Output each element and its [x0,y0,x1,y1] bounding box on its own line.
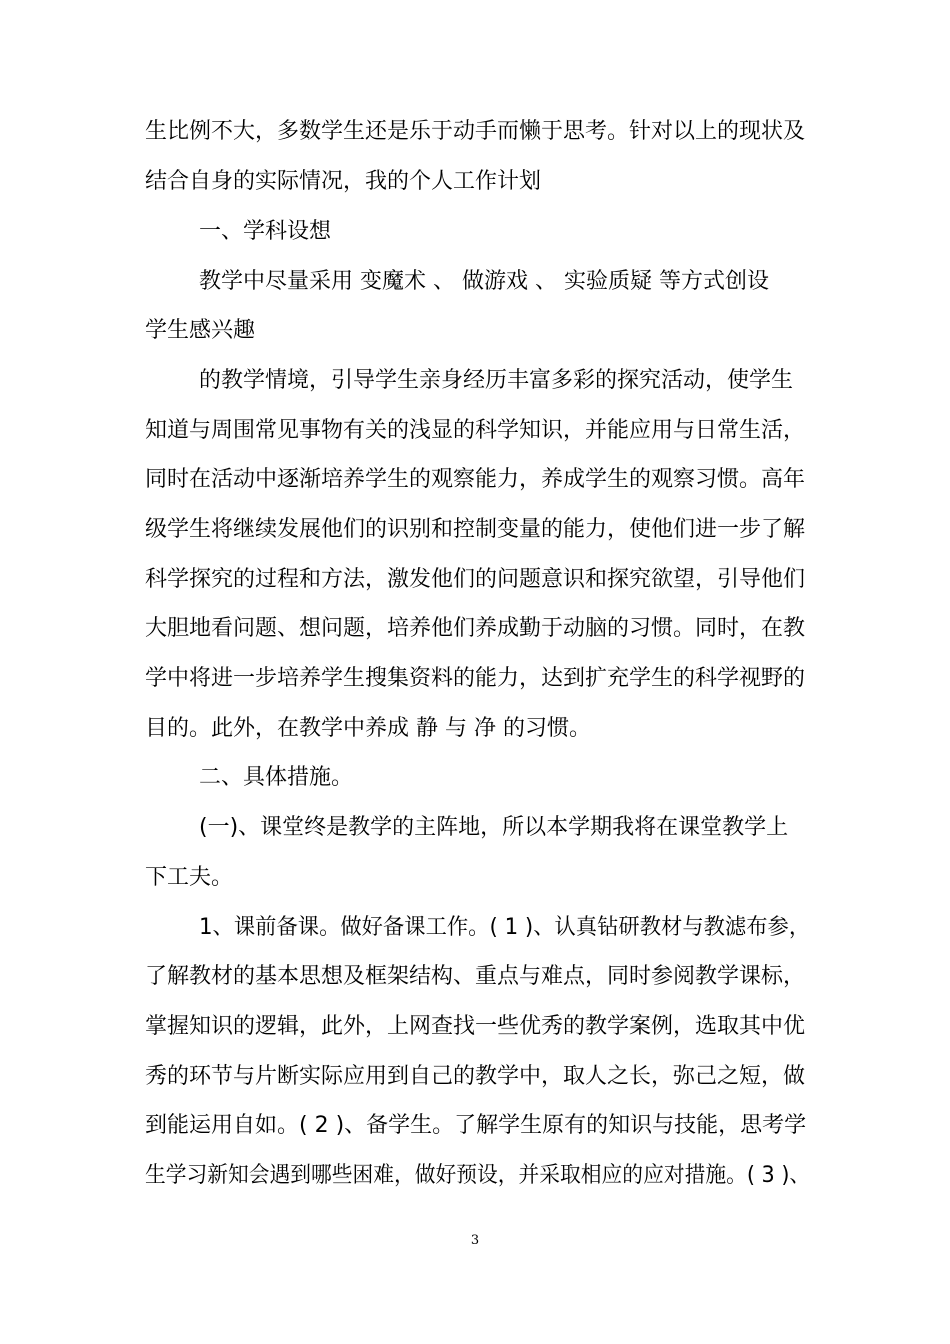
text-line-9: 级学生将继续发展他们的识别和控制变量的能力，使他们进一步了解 [145,517,806,542]
text-line-11: 大胆地看问题、想问题，培养他们养成勤于动脑的习惯。同时，在教 [145,616,806,641]
text-line-19: 掌握知识的逻辑，此外，上网查找一些优秀的教学案例，选取其中优 [145,1014,806,1039]
text-line-13: 目的。此外，在教学中养成 静 与 净 的习惯。 [145,716,591,741]
text-line-20: 秀的环节与片断实际应用到自己的教学中，取人之长，弥己之短，做 [145,1064,806,1089]
text-line-1: 生比例不大，多数学生还是乐于动手而懒于思考。针对以上的现状及 [145,119,806,144]
text-line-18: 了解教材的基本思想及框架结构、重点与难点，同时参阅教学课标， [145,964,806,989]
text-line-15: (一)、课堂终是教学的主阵地，所以本学期我将在课堂教学上 [199,815,789,840]
text-line-5: 学生感兴趣 [145,318,256,343]
text-line-17: 1、课前备课。做好备课工作。( 1 )、认真钻研教材与教滤布参， [199,915,811,940]
section-heading-1: 一、学科设想 [199,219,332,244]
section-heading-2: 二、具体措施。 [199,765,354,790]
text-line-7: 知道与周围常见事物有关的浅显的科学知识，并能应用与日常生活， [145,418,806,443]
text-line-10: 科学探究的过程和方法，激发他们的问题意识和探究欲望，引导他们 [145,567,806,592]
text-line-22: 生学习新知会遇到哪些困难，做好预设，并采取相应的应对措施。( 3 )、 [145,1163,811,1188]
text-line-8: 同时在活动中逐渐培养学生的观察能力，养成学生的观察习惯。高年 [145,467,806,492]
text-line-6: 的教学情境，引导学生亲身经历丰富多彩的探究活动，使学生 [199,368,794,393]
text-line-12: 学中将进一步培养学生搜集资料的能力，达到扩充学生的科学视野的 [145,666,806,691]
text-line-16: 下工夫。 [145,865,234,890]
text-line-2: 结合自身的实际情况，我的个人工作计划 [145,169,542,194]
text-line-4: 教学中尽量采用 变魔术 、 做游戏 、 实验质疑 等方式创设 [199,269,769,294]
page-number: 3 [470,1233,480,1248]
text-line-21: 到能运用自如。( 2 )、备学生。了解学生原有的知识与技能，思考学 [145,1113,807,1138]
